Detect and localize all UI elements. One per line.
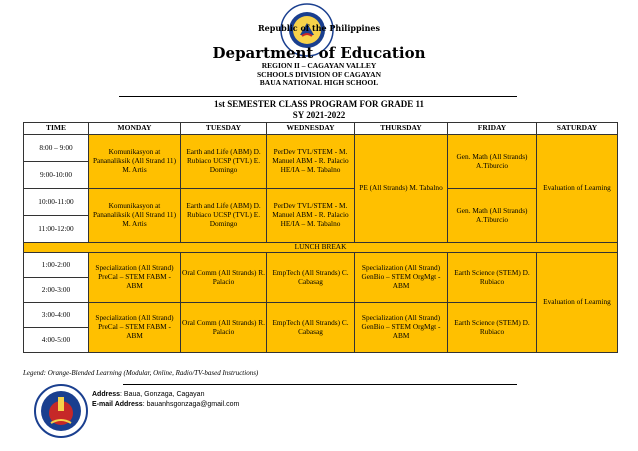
address-label: Address	[92, 391, 121, 398]
schedule-cell: EmpTech (All Strands) C. Cabasag	[267, 253, 355, 303]
col-header-thursday: THURSDAY	[355, 123, 448, 135]
schedule-cell: Gen. Math (All Strands) A.Tiburcio	[448, 189, 537, 243]
header-row	[24, 123, 618, 135]
email-line	[92, 400, 239, 410]
time-cell: 2:00-3:00	[24, 278, 89, 303]
table-row	[24, 135, 618, 162]
schedule-cell: Earth Science (STEM) D. Rubiaco	[448, 253, 537, 303]
lunch-row	[24, 243, 618, 253]
time-cell: 4:00-5:00	[24, 328, 89, 353]
col-header-time: TIME	[24, 123, 89, 135]
school-year: SY 2021-2022	[292, 110, 346, 120]
schedule-cell: PE (All Strands) M. Tabalno	[355, 135, 448, 243]
schedule-cell: Komunikasyon at Pananaliksik (All Strand 11) M. Artis	[89, 135, 181, 189]
schedule-cell: Komunikasyon at Pananaliksik (All Strand 11) M. Artis	[89, 189, 181, 243]
program-title-line: 1st SEMESTER CLASS PROGRAM FOR GRADE 11	[213, 99, 425, 109]
schedule-cell: Gen. Math (All Strands) A.Tiburcio	[448, 135, 537, 189]
schedule-cell: Earth Science (STEM) D. Rubiaco	[448, 303, 537, 353]
col-header-friday: FRIDAY	[448, 123, 537, 135]
region-line: REGION II – CAGAYAN VALLEY	[261, 61, 377, 70]
division-line: SCHOOLS DIVISION OF CAGAYAN	[257, 69, 381, 79]
class-schedule-table	[23, 122, 618, 353]
schedule-cell: Earth and Life (ABM) D. Rubiaco UCSP (TVL) E. Domingo	[181, 135, 267, 189]
col-header-tuesday: TUESDAY	[181, 123, 267, 135]
schedule-cell: Oral Comm (All Strands) R. Palacio	[181, 303, 267, 353]
saturday-evaluation-cell: Evaluation of Learning	[537, 135, 618, 243]
legend-note: Legend: Orange-Blended Learning (Modular, Online, Radio/TV-based Instructions)	[23, 369, 259, 377]
time-cell: 11:00-12:00	[24, 216, 89, 243]
address-value: : Baua, Gonzaga, Cagayan	[120, 391, 205, 398]
time-cell: 10:00-11:00	[24, 189, 89, 216]
header-divider	[119, 96, 517, 97]
table-row	[24, 303, 618, 328]
schedule-cell: Specialization (All Strand) PreCal – STEM FABM - ABM	[89, 253, 181, 303]
schedule-cell: PerDev TVL/STEM - M. Manuel ABM - R. Palacio HE/IA – M. Tabalno	[267, 135, 355, 189]
email-label: E-mail Address	[92, 401, 143, 408]
time-cell: 8:00 – 9:00	[24, 135, 89, 162]
schedule-cell: Earth and Life (ABM) D. Rubiaco UCSP (TVL) E. Domingo	[181, 189, 267, 243]
schedule-cell: Oral Comm (All Strands) R. Palacio	[181, 253, 267, 303]
program-title	[0, 99, 638, 121]
school-info	[0, 62, 638, 88]
department-heading: Department of Education	[212, 44, 426, 62]
school-line: BAUA NATIONAL HIGH SCHOOL	[259, 78, 379, 87]
footer-divider	[123, 384, 517, 385]
address-line	[92, 390, 239, 400]
lunch-break-cell: LUNCH BREAK	[24, 243, 618, 253]
schedule-cell: Specialization (All Strand) GenBio – STEM OrgMgt - ABM	[355, 253, 448, 303]
time-cell: 9:00-10:00	[24, 162, 89, 189]
saturday-evaluation-cell: Evaluation of Learning	[537, 253, 618, 353]
col-header-saturday: SATURDAY	[537, 123, 618, 135]
footer-address-block	[92, 390, 239, 410]
republic-heading: Republic of the Philippines	[257, 23, 380, 33]
schedule-cell: EmpTech (All Strands) C. Cabasag	[267, 303, 355, 353]
school-logo-icon	[33, 383, 89, 439]
table-row	[24, 253, 618, 278]
email-value[interactable]: : bauanhsgonzaga@gmail.com	[142, 401, 240, 408]
schedule-cell: PerDev TVL/STEM - M. Manuel ABM - R. Palacio HE/IA – M. Tabalno	[267, 189, 355, 243]
col-header-wednesday: WEDNESDAY	[267, 123, 355, 135]
time-cell: 3:00-4:00	[24, 303, 89, 328]
schedule-cell: Specialization (All Strand) GenBio – STEM OrgMgt - ABM	[355, 303, 448, 353]
col-header-monday: MONDAY	[89, 123, 181, 135]
time-cell: 1:00-2:00	[24, 253, 89, 278]
table-row	[24, 189, 618, 216]
schedule-cell: Specialization (All Strand) PreCal – STEM FABM - ABM	[89, 303, 181, 353]
